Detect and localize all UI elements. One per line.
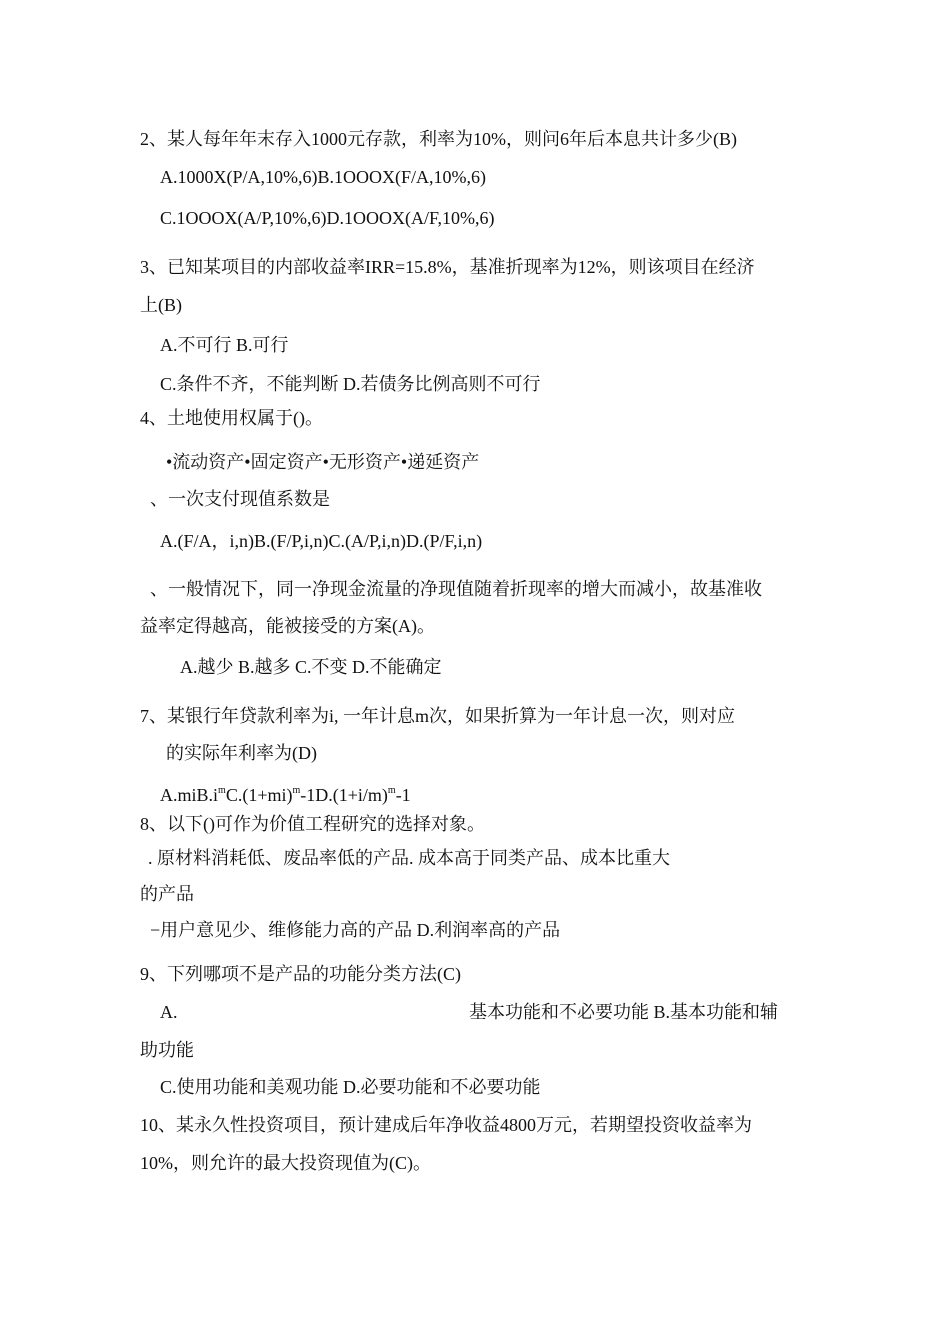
q7-option-b: B.i (196, 785, 219, 805)
q10-stem-line1: 10、某永久性投资项目，预计建成后年净收益4800万元，若期望投资收益率为 (140, 1115, 752, 1135)
q7-option-d-exponent: m (387, 785, 396, 796)
q6-options: A.越少 B.越多 C.不变 D.不能确定 (180, 657, 442, 677)
q10-stem-line2: 10%，则允许的最大投资现值为(C)。 (140, 1153, 431, 1173)
q2-options-cd: C.1OOOX(A/P,10%,6)D.1OOOX(A/F,10%,6) (160, 208, 495, 228)
q7-option-c-exponent: m (292, 785, 301, 796)
q9-option-a-label: A. (160, 1002, 178, 1022)
q7-option-d-tail: -1 (395, 785, 411, 805)
q7-option-d: D.(1+i/m) (315, 785, 388, 805)
q9-options-line1: 基本功能和不必要功能 B.基本功能和辅 (469, 1002, 779, 1022)
q5-options: A.(F/A，i,n)B.(F/P,i,n)C.(A/P,i,n)D.(P/F,i,n) (160, 531, 483, 551)
q8-options-line3: −用户意见少、维修能力高的产品 D.利润率高的产品 (150, 920, 561, 940)
q9-stem: 9、下列哪项不是产品的功能分类方法(C) (140, 964, 461, 984)
q8-stem: 8、以下()可作为价值工程研究的选择对象。 (140, 814, 485, 834)
q7-options (160, 783, 411, 807)
q8-options-line1: . 原材料消耗低、废品率低的产品. 成本高于同类产品、成本比重大 (148, 848, 670, 868)
q7-option-b-exponent: m (218, 785, 226, 796)
q4-stem: 4、土地使用权属于()。 (140, 408, 323, 428)
q2-stem: 2、某人每年年末存入1000元存款，利率为10%，则问6年后本息共计多少(B) (140, 129, 737, 149)
q6-stem-line2: 益率定得越高，能被接受的方案(A)。 (140, 616, 435, 636)
q7-stem-line2: 的实际年利率为(D) (166, 743, 317, 763)
q4-options: •流动资产•固定资产•无形资产•递延资产 (166, 452, 480, 472)
q8-options-line2: 的产品 (140, 884, 194, 904)
q3-stem-line1: 3、已知某项目的内部收益率IRR=15.8%，基准折现率为12%，则该项目在经济 (140, 257, 755, 277)
q5-stem: 、一次支付现值系数是 (150, 489, 330, 509)
q9-options-line2: 助功能 (140, 1040, 194, 1060)
q3-options-cd: C.条件不齐，不能判断 D.若债务比例高则不可行 (160, 374, 541, 394)
q7-option-a: A.mi (160, 785, 197, 805)
q7-option-c: C.(1+mi) (225, 785, 293, 805)
q3-options-ab: A.不可行 B.可行 (160, 335, 289, 355)
q2-options-ab: A.1000X(P/A,10%,6)B.1OOOX(F/A,10%,6) (160, 167, 486, 187)
q7-stem-line1: 7、某银行年贷款利率为i, 一年计息m次，如果折算为一年计息一次，则对应 (140, 706, 735, 726)
q9-options-cd: C.使用功能和美观功能 D.必要功能和不必要功能 (160, 1077, 541, 1097)
q3-stem-line2: 上(B) (140, 295, 182, 315)
q7-option-c-tail: -1 (300, 785, 316, 805)
q6-stem-line1: 、一般情况下，同一净现金流量的净现值随着折现率的增大而减小，故基准收 (150, 579, 762, 599)
